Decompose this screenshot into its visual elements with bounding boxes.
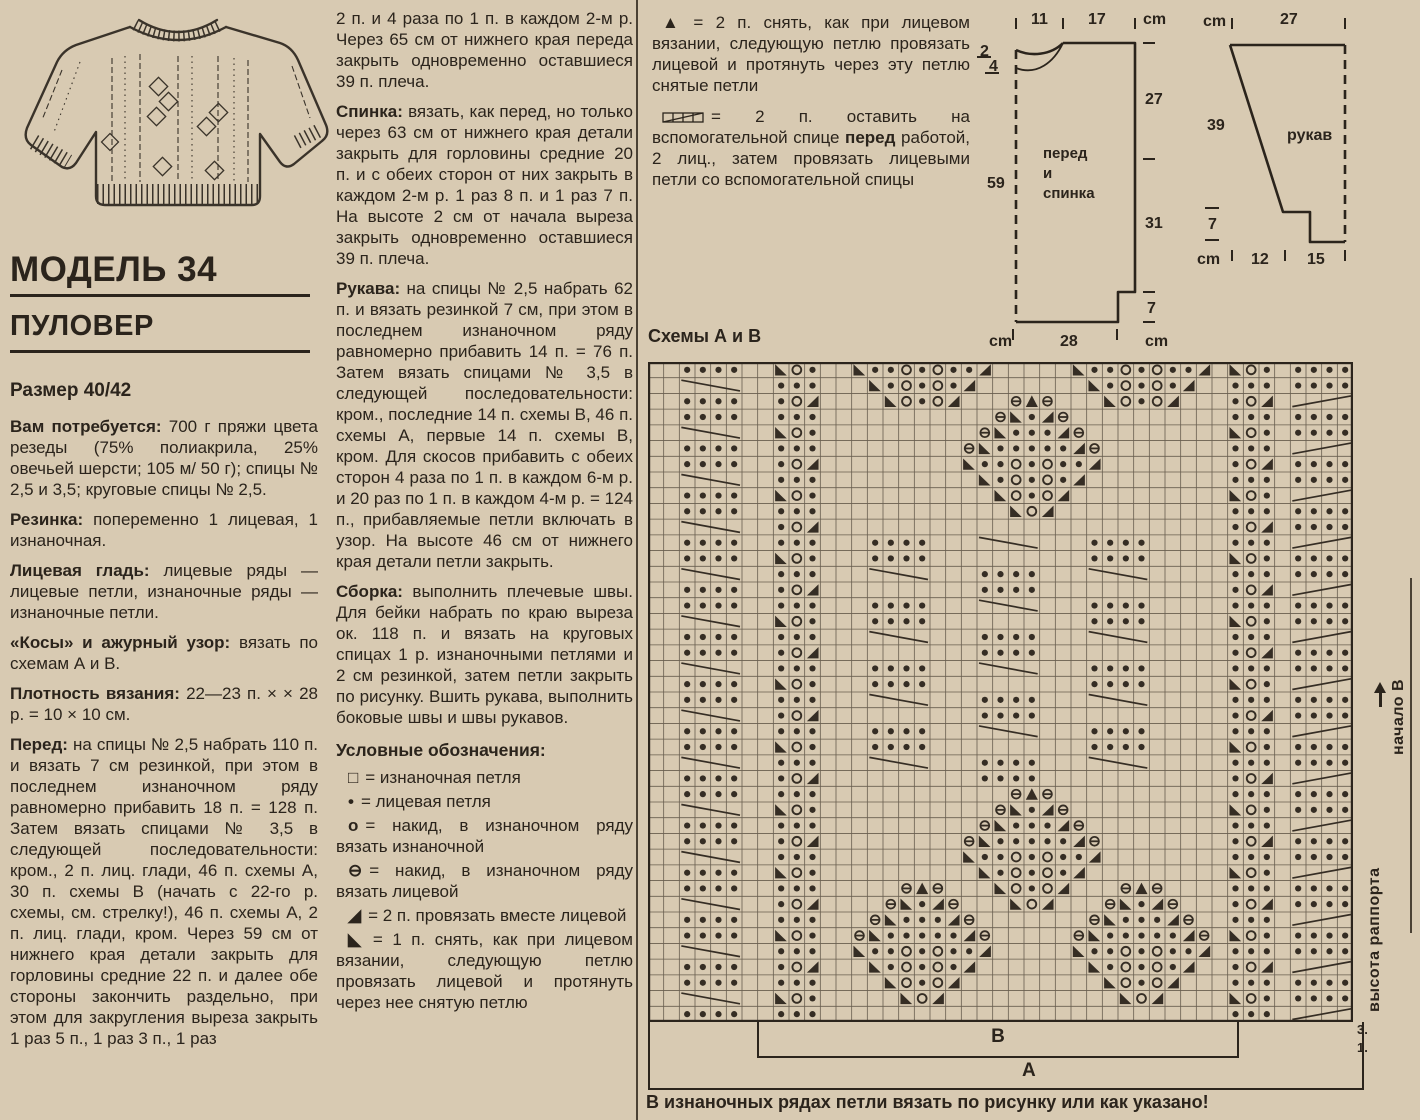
front-upper-length: 27: [1145, 91, 1163, 108]
legend-text: = накид, в изнаночном ряду вязать лицевой: [336, 861, 633, 901]
front-rib-height: 7: [1147, 300, 1156, 317]
k2tog-triangle-icon: ◢: [348, 906, 362, 925]
front-bottom-width: 28: [1060, 333, 1078, 350]
front-top-width-left: 11: [1031, 11, 1048, 28]
yarnover-icon: o: [348, 816, 359, 835]
rapport-height-label: высота раппорта: [1366, 867, 1383, 1012]
front-neck-depth-front: 2: [980, 43, 989, 60]
knitting-chart-grid: [648, 362, 1353, 1022]
knit-dot-icon: •: [348, 792, 354, 811]
paragraph-lead: Сборка:: [336, 582, 403, 601]
legend-text: = 2 п. снять, как при лицевом вязании, следующую петлю провязать лицевой и протянуть через эту петлю снятые петли: [652, 13, 970, 95]
paragraph-text: лицевые ряды — лицевые петли, изнаночные ряды — изнаночные петли.: [10, 561, 318, 622]
paragraph-text: выполнить плечевые швы. Для бейки набрать по краю выреза ок. 118 п. и вязать на круговых спицах 1 р. изнаночными петлями и 2 см резинкой, затем петли закрыть по рисунку. Вшить рукава, выполнить боковые швы и швы рукавов.: [336, 582, 633, 727]
paragraph-lead: Спинка:: [336, 102, 403, 121]
sleeve-unit-bottom: cm: [1197, 251, 1221, 268]
sleeve-bottom-inner-width: 12: [1251, 251, 1269, 268]
legend-item: [336, 929, 633, 1013]
page-edge-line: [1410, 578, 1412, 933]
paragraph-text: вязать по схемам А и В.: [10, 633, 318, 673]
title-rule: [10, 294, 310, 297]
legend-text: работой, 2 лиц., затем провязать лицевыми петли со вспомогательной спицы: [652, 128, 970, 189]
page-title: МОДЕЛЬ 34: [10, 250, 218, 289]
left-text-column: [10, 416, 318, 1058]
chart-heading: Схемы А и В: [648, 326, 762, 346]
legend-text: = изнаночная петля: [365, 768, 521, 787]
paragraph: [336, 101, 633, 269]
paragraph-text: попеременно 1 лицевая, 1 изнаночная.: [10, 510, 318, 550]
sleeve-unit-top: cm: [1203, 13, 1227, 30]
paragraph-text: 2 п. и 4 раза по 1 п. в каждом 2-м р. Через 65 см от нижнего края переда закрыть одновременно оставшиеся 39 п. плеча.: [336, 9, 633, 91]
front-piece-label-2: и: [1043, 165, 1053, 182]
legend-item: [336, 767, 633, 788]
legend-text: = лицевая петля: [360, 792, 491, 811]
paragraph-text: вязать, как перед, но только через 63 см от нижнего края детали закрыть для горловины средние 20 п. и с обеих сторон от них закрыть в каждом 2-м р. 1 раз 8 п. и 1 раз 7 п. На высоте 2 см от начала выреза закрыть одновременно оставшиеся 39 п. плеча.: [336, 102, 633, 268]
paragraph: [10, 509, 318, 551]
double-dec-triangle-icon: ▲: [662, 13, 687, 32]
legend-item: [336, 860, 633, 902]
front-neck-depth-back: 4: [989, 58, 998, 75]
paragraph-text: 22—23 п. × × 28 р. = 10 × 10 см.: [10, 684, 318, 724]
front-unit-top: cm: [1143, 11, 1167, 28]
front-piece-label-3: спинка: [1043, 185, 1095, 202]
paragraph: [336, 278, 633, 572]
purl-square-icon: □: [348, 768, 359, 787]
legend-text-bold: перед: [845, 128, 896, 147]
paragraph: [336, 8, 633, 92]
legend-item: [336, 791, 633, 812]
paragraph-lead: Плотность вязания:: [10, 684, 180, 703]
skp-triangle-icon: ◣: [348, 930, 366, 949]
front-top-width-right: 17: [1088, 11, 1106, 28]
schematic-sleeve: [1195, 5, 1420, 295]
legend-title: Условные обозначения:: [336, 740, 546, 760]
paragraph: [336, 581, 633, 728]
paragraph-lead: Лицевая гладь:: [10, 561, 150, 580]
legend-text: = 1 п. снять, как при лицевом вязании, следующую петлю провязать лицевой и протянуть через нее снятую петлю: [336, 930, 633, 1012]
middle-text-column: [336, 8, 633, 1016]
page-subtitle: ПУЛОВЕР: [10, 310, 154, 342]
bracket-schema-a: [648, 1022, 1364, 1090]
legend-text: = накид, в изнаночном ряду вязать изнаночной: [336, 816, 633, 856]
paragraph: [10, 560, 318, 623]
sweater-illustration: [12, 0, 330, 248]
sleeve-top-width: 27: [1280, 11, 1298, 28]
legend-text: = 2 п. оставить на вспомогательной спице: [652, 107, 970, 147]
legend-item: [652, 106, 970, 190]
front-lower-length: 31: [1145, 215, 1163, 232]
sleeve-rib-height: 7: [1208, 216, 1217, 233]
start-row-arrow-stem: [1379, 693, 1382, 707]
sleeve-length: 39: [1207, 117, 1225, 134]
paragraph-lead: Резинка:: [10, 510, 84, 529]
chart-row-number-1: 1.: [1357, 1040, 1368, 1055]
front-piece-label-1: перед: [1043, 145, 1088, 162]
cable-symbol-icon: [662, 107, 704, 126]
subtitle-rule: [10, 350, 310, 353]
legend-text: = 2 п. провязать вместе лицевой: [368, 906, 627, 925]
sleeve-piece-label: рукав: [1287, 127, 1333, 144]
paragraph: [10, 734, 318, 1049]
bracket-b-label: В: [991, 1026, 1005, 1047]
front-unit-bottom-left: cm: [989, 333, 1013, 350]
paragraph: [10, 416, 318, 500]
column-divider: [636, 0, 638, 1120]
right-text-column: [652, 12, 970, 200]
paragraph: [10, 683, 318, 725]
sleeve-bottom-outer-width: 15: [1307, 251, 1325, 268]
paragraph-lead: Вам потребуется:: [10, 417, 162, 436]
legend-item: [336, 905, 633, 926]
paragraph-text: на спицы № 2,5 набрать 62 п. и вязать резинкой 7 см, при этом в последнем изнаночном ряду равномерно прибавить 14 п. = 76 п. Затем вязать спицами № 3,5 в следующей последовательности: кром., последние 14 п. схемы В, 46 п. схемы А, первые 14 п. схемы В, кром. Для скосов прибавить с обеих сторон 4 раза по 1 п. в каждом 6-м р. и 20 раз по 1 п. в каждом 4-м р. = 124 п., прибавляемые петли включать в узор. На высоте 46 см от нижнего края детали петли закрыть.: [336, 279, 633, 571]
paragraph-text: на спицы № 2,5 набрать 110 п. и вязать 7 см резинкой, при этом в последнем изнаночном ряду равномерно прибавить 18 п. = 128 п. Затем вязать спицами № 3,5 в следующей последовательности: кром., 2 п. лиц. глади, 46 п. схемы А, 30 п. схемы В (начать с 22-го р. схемы, см. стрелку!), 46 п. схемы А, 2 п. лиц. глади, кром. Через 59 см от нижнего края детали закрыть для горловины средние 22 п. и далее обе стороны закончить раздельно, при этом для закругления выреза закрыть 1 раз 5 п., 1 раз 3 п., 1 раз: [10, 735, 318, 1048]
paragraph-lead: «Косы» и ажурный узор:: [10, 633, 231, 652]
front-side-length: 59: [987, 175, 1005, 192]
start-row-arrow-icon: [1374, 682, 1386, 693]
legend-item: [652, 12, 970, 96]
yarnover-barred-icon: ⊖: [348, 861, 363, 880]
bracket-a-label: А: [1022, 1060, 1036, 1081]
paragraph-lead: Перед:: [10, 735, 68, 754]
legend-item: [336, 815, 633, 857]
schematic-front-back: [975, 5, 1193, 360]
start-b-label: начало В: [1390, 678, 1407, 755]
paragraph: [10, 632, 318, 674]
size-label: Размер 40/42: [10, 380, 132, 401]
chart-row-number-3: 3.: [1357, 1022, 1368, 1037]
front-unit-bottom-right: cm: [1145, 333, 1169, 350]
chart-caption: В изнаночных рядах петли вязать по рисунку или как указано!: [646, 1092, 1209, 1112]
paragraph-lead: Рукава:: [336, 279, 401, 298]
paragraph-text: 700 г пряжи цвета резеды (75% полиакрила, 25% овечьей шерсти; 105 м/ 50 г); спицы № 2,5 и 3,5; круговые спицы № 2,5.: [10, 417, 318, 499]
